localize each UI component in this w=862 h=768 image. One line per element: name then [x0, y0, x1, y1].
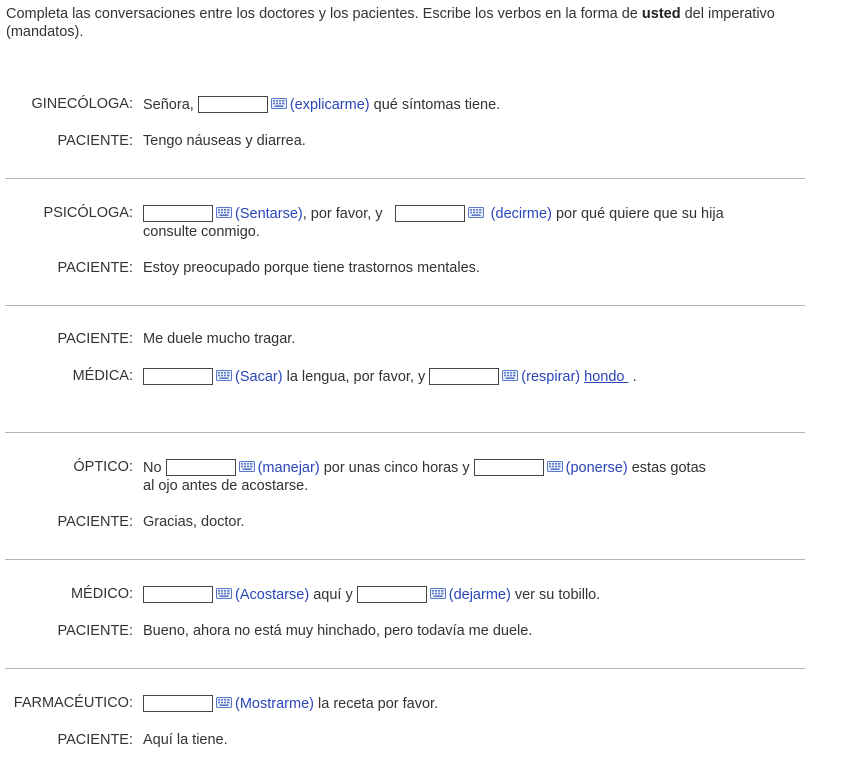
line-text: la lengua, por favor, y	[286, 369, 426, 385]
answer-input-explicarme[interactable]	[198, 96, 268, 113]
dialogue-line-continued: consulte conmigo.	[143, 224, 260, 240]
dialogue-reply: Aquí la tiene.	[143, 732, 228, 748]
keyboard-icon[interactable]	[216, 696, 232, 712]
answer-input-mostrarme[interactable]	[143, 695, 213, 712]
instructions-text: Completa las conversaciones entre los doctores y los pacientes. Escribe los verbos en la forma de	[6, 6, 642, 22]
dialogue-reply: Estoy preocupado porque tiene trastornos mentales.	[143, 260, 480, 276]
separator	[5, 178, 805, 179]
separator	[5, 432, 805, 433]
answer-input-sacar[interactable]	[143, 368, 213, 385]
line-text: , por favor, y	[302, 206, 383, 222]
speaker-medico: MÉDICO:	[70, 586, 133, 602]
speaker-paciente: PACIENTE:	[57, 514, 133, 530]
line-text: Señora,	[143, 97, 194, 113]
dialogue-line	[143, 96, 500, 113]
instructions	[6, 5, 796, 41]
dialogue-line	[143, 459, 706, 476]
answer-input-manejar[interactable]	[166, 459, 236, 476]
verb-hint: (ponerse)	[565, 460, 628, 476]
verb-hint: (decirme)	[490, 206, 552, 222]
answer-input-sentarse[interactable]	[143, 205, 213, 222]
separator	[5, 559, 805, 560]
hondo-link[interactable]: hondo	[584, 369, 625, 385]
verb-hint: (dejarme)	[448, 587, 511, 603]
separator	[5, 305, 805, 306]
verb-hint: (respirar)	[521, 369, 581, 385]
line-text: qué síntomas tiene.	[373, 97, 501, 113]
dialogue-line	[143, 586, 600, 603]
line-text: No	[143, 460, 162, 476]
instructions-text-end: del imperativo (mandatos).	[6, 6, 775, 40]
keyboard-icon[interactable]	[502, 369, 518, 385]
answer-input-decirme[interactable]	[395, 205, 465, 222]
line-text: por unas cinco horas y	[323, 460, 470, 476]
line-text: .	[632, 369, 637, 385]
keyboard-icon[interactable]	[271, 97, 287, 113]
verb-hint: (Sacar)	[235, 369, 283, 385]
speaker-paciente: PACIENTE:	[57, 260, 133, 276]
line-text: la receta por favor.	[318, 696, 439, 712]
speaker-paciente: PACIENTE:	[57, 732, 133, 748]
answer-input-respirar[interactable]	[429, 368, 499, 385]
keyboard-icon[interactable]	[468, 206, 484, 222]
answer-input-ponerse[interactable]	[474, 459, 544, 476]
verb-hint: (explicarme)	[289, 97, 370, 113]
verb-hint: (Sentarse)	[235, 206, 303, 222]
speaker-paciente: PACIENTE:	[57, 331, 133, 347]
dialogue-line: Me duele mucho tragar.	[143, 331, 296, 347]
line-text: aquí y	[313, 587, 353, 603]
dialogue-line	[143, 695, 438, 712]
speaker-psicologa: PSICÓLOGA:	[43, 205, 133, 221]
line-text: ver su tobillo.	[514, 587, 601, 603]
line-text: por qué quiere que su hija	[555, 206, 724, 222]
dialogue-line	[143, 368, 637, 385]
instructions-bold: usted	[641, 6, 681, 22]
separator	[5, 668, 805, 669]
verb-hint: (Mostrarme)	[235, 696, 314, 712]
keyboard-icon[interactable]	[216, 369, 232, 385]
keyboard-icon[interactable]	[547, 460, 563, 476]
dialogue-reply: Tengo náuseas y diarrea.	[143, 133, 306, 149]
dialogue-reply: Bueno, ahora no está muy hinchado, pero todavía me duele.	[143, 623, 533, 639]
answer-input-dejarme[interactable]	[357, 586, 427, 603]
line-text: estas gotas	[631, 460, 706, 476]
dialogue-line-continued: al ojo antes de acostarse.	[143, 478, 309, 494]
keyboard-icon[interactable]	[216, 206, 232, 222]
speaker-paciente: PACIENTE:	[57, 623, 133, 639]
dialogue-reply: Gracias, doctor.	[143, 514, 245, 530]
speaker-farmaceutico: FARMACÉUTICO:	[13, 695, 133, 711]
keyboard-icon[interactable]	[216, 587, 232, 603]
speaker-medica: MÉDICA:	[72, 368, 133, 384]
speaker-ginecologa: GINECÓLOGA:	[31, 96, 133, 112]
verb-hint: (manejar)	[257, 460, 320, 476]
speaker-paciente: PACIENTE:	[57, 133, 133, 149]
verb-hint: (Acostarse)	[235, 587, 310, 603]
keyboard-icon[interactable]	[239, 460, 255, 476]
speaker-optico: ÓPTICO:	[73, 459, 133, 475]
keyboard-icon[interactable]	[430, 587, 446, 603]
answer-input-acostarse[interactable]	[143, 586, 213, 603]
dialogue-line	[143, 205, 724, 222]
